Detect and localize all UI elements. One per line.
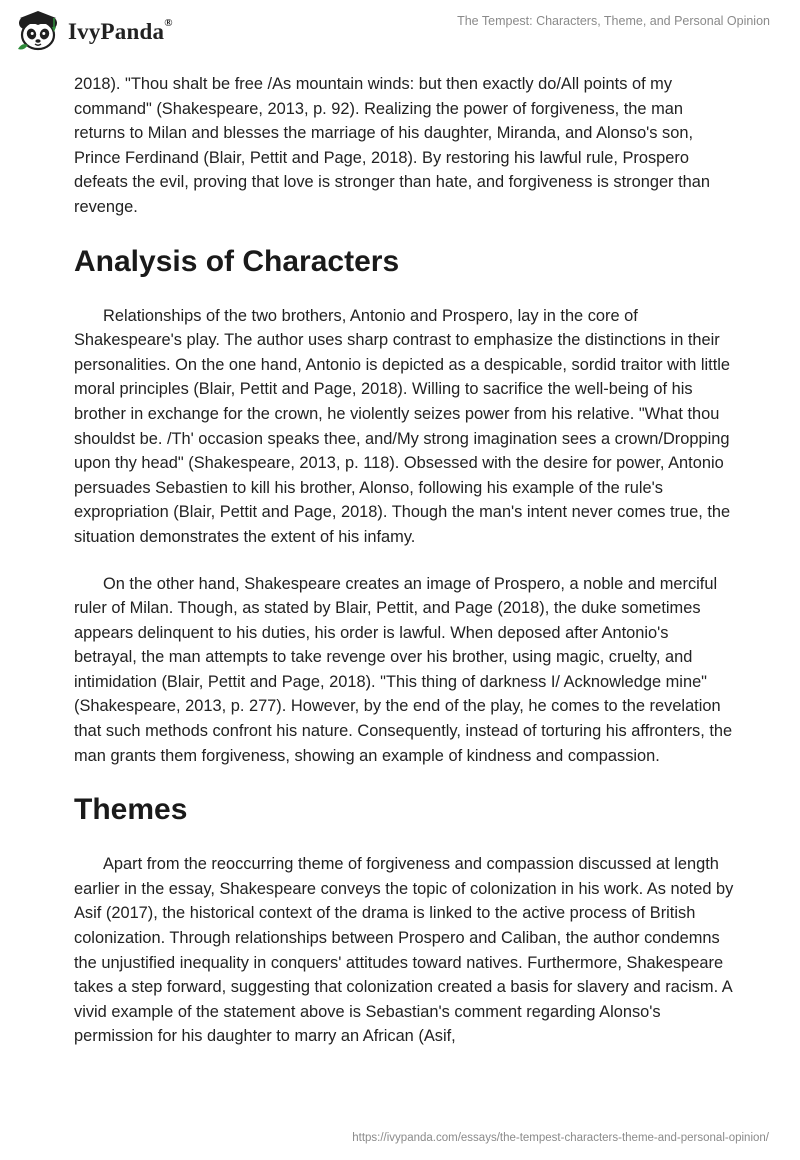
document-title: The Tempest: Characters, Theme, and Personal Opinion <box>457 14 770 28</box>
paragraph-continued: 2018). "Thou shalt be free /As mountain winds: but then exactly do/All points of my command" (Shakespeare, 2013, p. 92). Realizing the power of forgiveness, the man returns to Milan and blesses the marriage of his daughter, Miranda, and Alonso's son, Prince Ferdinand (Blair, Pettit and Page, 2018). By restoring his lawful rule, Prospero defeats the evil, proving that love is stronger than hate, and forgiveness is stronger than revenge. <box>74 75 710 216</box>
paragraph: On the other hand, Shakespeare creates an image of Prospero, a noble and merciful ruler of Milan. Though, as stated by Blair, Pettit, and Page (2018), the duke sometimes appears delinquent to his duties, his order is lawful. When deposed after Antonio's betrayal, the man attempts to take revenge over his brother, using magic, cruelty, and intimidation (Blair, Pettit and Page, 2018). "This thing of darkness I/ Acknowledge mine" (Shakespeare, 2013, p. 277). However, by the end of the play, he comes to the revelation that such methods confront his nature. Consequently, instead of torturing his affronters, the man grants them forgiveness, showing an example of kindness and compassion. <box>74 574 733 765</box>
essay-content <box>74 72 734 1071</box>
paragraph: Apart from the reoccurring theme of forgiveness and compassion discussed at length earlier in the essay, Shakespeare conveys the topic of colonization in his work. As noted by Asif (2017), the historical context of the drama is linked to the active process of British colonization. Through relationships between Prospero and Caliban, the author condemns the unjustified inequality in conquers' attitudes toward natives. Furthermore, Shakespeare takes a step forward, suggesting that colonization created a basis for slavery and racism. A vivid example of the statement above is Sebastian's comment regarding Alonso's permission for his daughter to marry an African (Asif, <box>74 855 734 1046</box>
section-heading-themes: Themes <box>74 793 188 827</box>
paragraph: Relationships of the two brothers, Antonio and Prospero, lay in the core of Shakespeare's play. The author uses sharp contrast to emphasize the distinctions in their personalities. On the one hand, Antonio is depicted as a despicable, sordid traitor with little moral principles (Blair, Pettit and Page, 2018). Willing to sacrifice the well-being of his brother in exchange for the crown, he violently seizes power from his relative. "What thou shouldst be. /Th' occasion speaks thee, and/My strong imagination sees a crown/Dropping upon thy head" (Shakespeare, 2013, p. 118). Obsessed with the desire for power, Antonio persuades Sebastien to kill his brother, Alonso, following his example of the rule's expropriation (Blair, Pettit and Page, 2018). Though the man's intent never comes true, the situation demonstrates the extent of his infamy. <box>74 306 731 546</box>
section-heading-characters: Analysis of Characters <box>74 244 400 278</box>
ivypanda-logo[interactable] <box>14 9 173 53</box>
panda-graduate-icon <box>14 9 62 53</box>
page-header <box>0 0 800 60</box>
source-url[interactable]: https://ivypanda.com/essays/the-tempest-characters-theme-and-personal-opinion/ <box>352 1132 769 1144</box>
logo-wordmark: IvyPanda® <box>68 16 173 44</box>
